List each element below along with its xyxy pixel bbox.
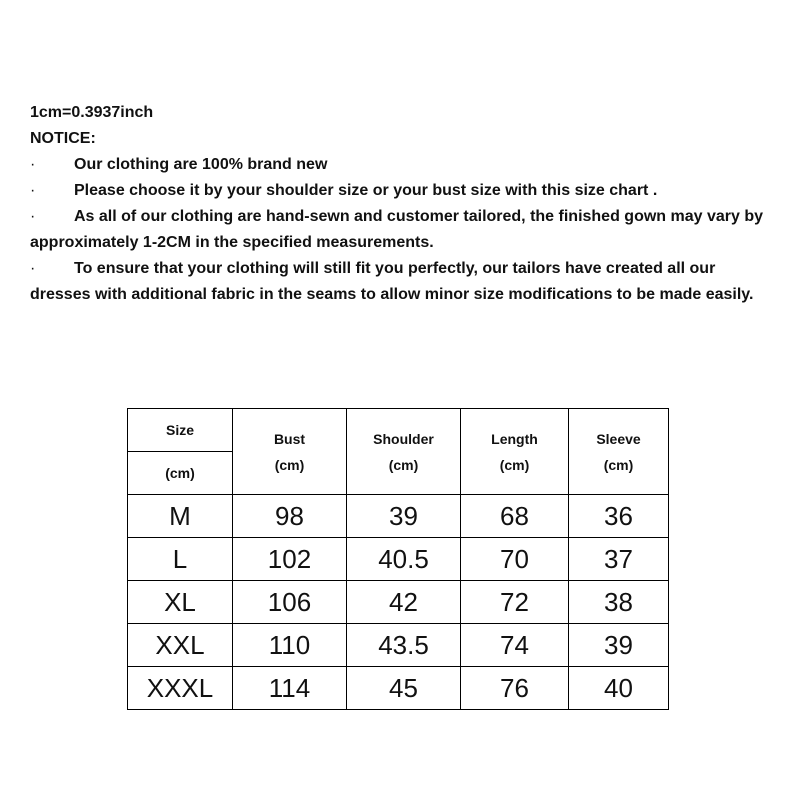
unit-conversion: 1cm=0.3937inch: [30, 104, 154, 121]
column-unit: (cm): [499, 456, 530, 473]
size-header-label: Size: [128, 409, 232, 452]
table-row: [128, 667, 669, 710]
bust-cell: 110: [233, 624, 347, 667]
column-label: Sleeve: [596, 430, 641, 447]
length-cell: 70: [461, 538, 569, 581]
size-cell: XL: [128, 581, 233, 624]
size-cell: XXL: [128, 624, 233, 667]
notice-item-text: To ensure that your clothing will still fit you perfectly, our tailors have created all our dresses with additional fabric in the seams to allow minor size modifications to be made easily.: [30, 260, 754, 303]
bullet: ·: [30, 182, 36, 199]
bust-cell: 114: [233, 667, 347, 710]
notice-section: [30, 100, 770, 308]
column-label: Shoulder: [373, 430, 434, 447]
bust-cell: 98: [233, 495, 347, 538]
shoulder-cell: 42: [347, 581, 461, 624]
notice-item: [30, 152, 770, 178]
notice-item: [30, 256, 770, 308]
table-row: [128, 581, 669, 624]
length-cell: 74: [461, 624, 569, 667]
sleeve-cell: 36: [569, 495, 669, 538]
table-header-row: [128, 409, 669, 495]
sleeve-cell: 39: [569, 624, 669, 667]
table-row: [128, 624, 669, 667]
notice-item-text: Please choose it by your shoulder size or your bust size with this size chart .: [74, 182, 658, 199]
column-label: Bust: [273, 430, 306, 447]
column-unit: (cm): [274, 456, 305, 473]
notice-item: [30, 204, 770, 256]
bust-cell: 106: [233, 581, 347, 624]
sleeve-cell: 37: [569, 538, 669, 581]
size-chart-table: [127, 408, 669, 710]
notice-item: [30, 178, 770, 204]
shoulder-cell: 43.5: [347, 624, 461, 667]
shoulder-cell: 45: [347, 667, 461, 710]
length-cell: 76: [461, 667, 569, 710]
length-cell: 72: [461, 581, 569, 624]
sleeve-cell: 40: [569, 667, 669, 710]
column-label: Length: [491, 430, 538, 447]
shoulder-cell: 40.5: [347, 538, 461, 581]
bullet: ·: [30, 208, 36, 225]
bust-cell: 102: [233, 538, 347, 581]
notice-item-text: As all of our clothing are hand-sewn and customer tailored, the finished gown may vary by approximately 1-2CM in the specified measurements.: [30, 208, 764, 251]
bullet: ·: [30, 156, 36, 173]
column-unit: (cm): [388, 456, 419, 473]
size-cell: L: [128, 538, 233, 581]
notice-item-text: Our clothing are 100% brand new: [74, 156, 328, 173]
notice-title: NOTICE:: [30, 130, 96, 147]
bullet: ·: [30, 260, 36, 277]
column-header-shoulder: [347, 409, 461, 495]
size-cell: M: [128, 495, 233, 538]
size-header: [128, 409, 233, 495]
column-header-sleeve: [569, 409, 669, 495]
size-header-unit: (cm): [165, 465, 195, 481]
sleeve-cell: 38: [569, 581, 669, 624]
column-header-length: [461, 409, 569, 495]
shoulder-cell: 39: [347, 495, 461, 538]
size-cell: XXXL: [128, 667, 233, 710]
column-unit: (cm): [603, 456, 634, 473]
length-cell: 68: [461, 495, 569, 538]
table-row: [128, 495, 669, 538]
column-header-bust: [233, 409, 347, 495]
table-row: [128, 538, 669, 581]
